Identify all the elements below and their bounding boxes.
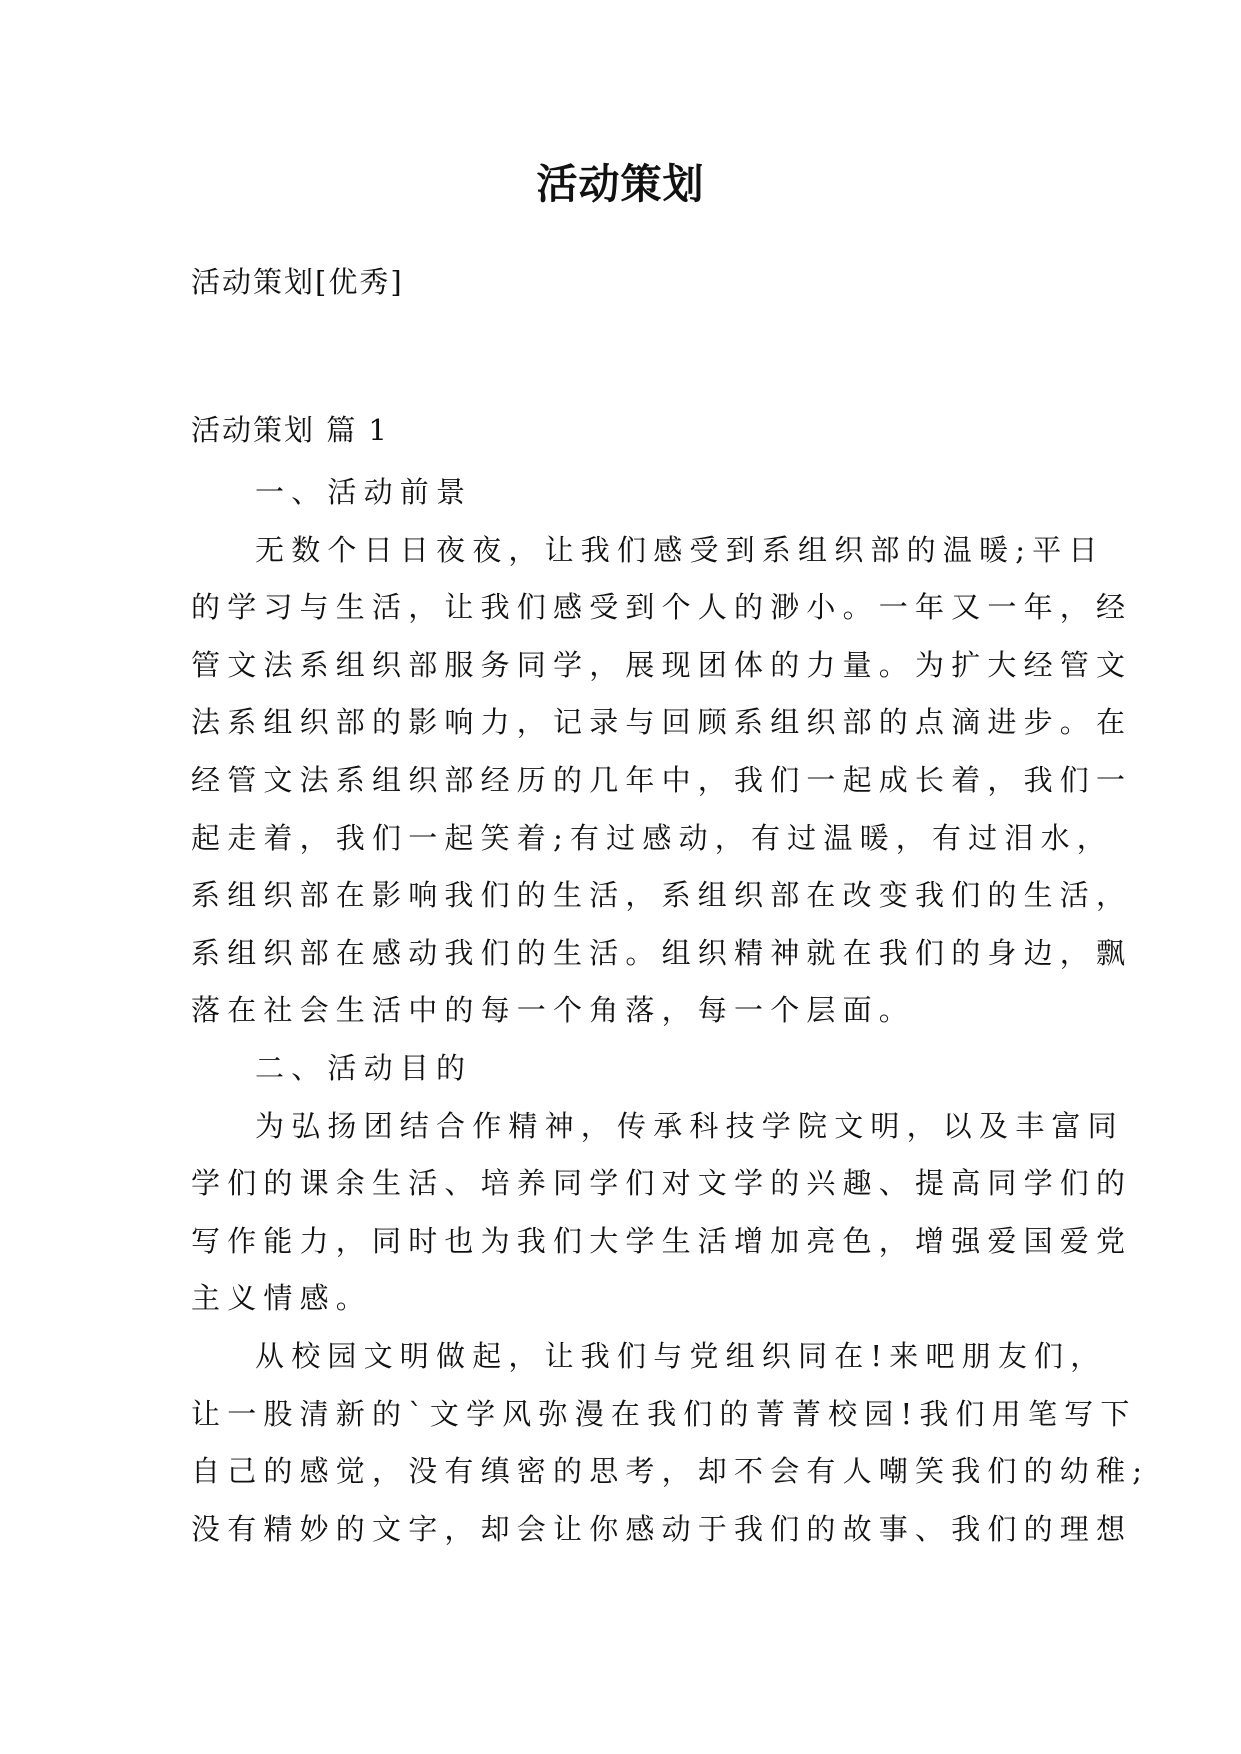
paragraph-line: 系组织部在影响我们的生活，系组织部在改变我们的生活， <box>191 878 1133 913</box>
paragraph-line: 二、活动目的 <box>255 1050 473 1085</box>
paragraph-line: 起走着，我们一起笑着;有过感动，有过温暖，有过泪水， <box>191 820 1113 855</box>
document-body <box>191 464 1150 1558</box>
paragraph-line: 从校园文明做起，让我们与党组织同在!来吧朋友们， <box>255 1338 1107 1373</box>
section-heading: 活动策划 篇 1 <box>191 413 389 447</box>
document-subtitle: 活动策划[优秀] <box>191 265 404 299</box>
paragraph-line: 落在社会生活中的每一个角落，每一个层面。 <box>191 993 916 1028</box>
paragraph-line: 一、活动前景 <box>255 475 473 509</box>
paragraph-line: 无数个日日夜夜，让我们感受到系组织部的温暖;平日 <box>255 532 1105 567</box>
paragraph-line: 法系组织部的影响力，记录与回顾系组织部的点滴进步。在 <box>191 705 1133 740</box>
paragraph-line: 的学习与生活，让我们感受到个人的渺小。一年又一年，经 <box>191 590 1133 625</box>
paragraph-line: 系组织部在感动我们的生活。组织精神就在我们的身边，飘 <box>191 935 1133 970</box>
paragraph-line: 没有精妙的文字，却会让你感动于我们的故事、我们的理想 <box>191 1511 1133 1546</box>
paragraph-line: 为弘扬团结合作精神，传承科技学院文明，以及丰富同 <box>255 1108 1124 1143</box>
paragraph-line: 经管文法系组织部经历的几年中，我们一起成长着，我们一 <box>191 762 1133 797</box>
paragraph-line: 学们的课余生活、培养同学们对文学的兴趣、提高同学们的 <box>191 1166 1133 1201</box>
paragraph-line: 主义情感。 <box>191 1281 373 1316</box>
document-title: 活动策划 <box>536 160 705 208</box>
paragraph-line: 让一股清新的`文学风弥漫在我们的菁菁校园!我们用笔写下 <box>191 1396 1137 1431</box>
paragraph-line: 写作能力，同时也为我们大学生活增加亮色，增强爱国爱党 <box>191 1223 1133 1258</box>
paragraph-line: 自己的感觉，没有缜密的思考，却不会有人嘲笑我们的幼稚; <box>191 1454 1150 1489</box>
paragraph-line: 管文法系组织部服务同学，展现团体的力量。为扩大经管文 <box>191 647 1133 682</box>
